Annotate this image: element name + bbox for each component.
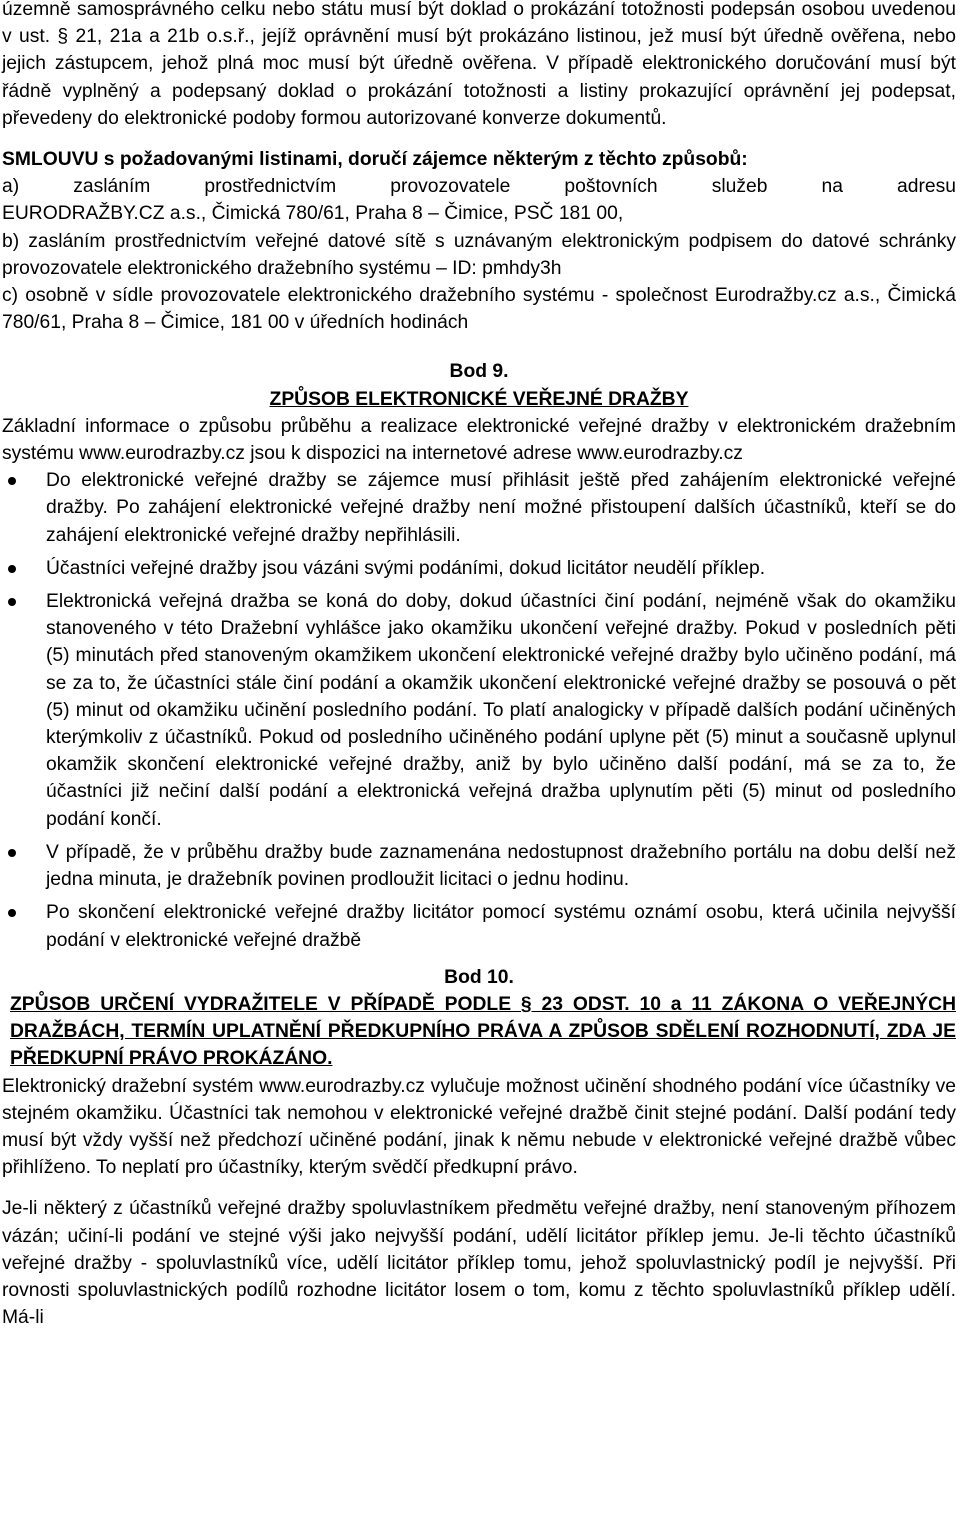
bod10-section xyxy=(2,964,956,1332)
bod10-paragraph-2: Je-li některý z účastníků veřejné dražby spoluvlastníkem předmětu veřejné dražby, není stanoveným příhozem vázán; učiní-li podání ve stejné výši jako nejvyšší podání, udělí licitátor příklep jemu. Je-li těchto účastníků veřejné dražby - spoluvlastníků více, udělí licitátor příklep tomu, jehož spoluvlastnický podíl je nejvyšší. Při rovnosti spoluvlastnických podílů rozhodne licitátor losem o tom, komu z těchto spoluvlastníků příklep udělí. Má-li xyxy=(2,1198,956,1329)
bod9-section xyxy=(2,358,956,953)
bod9-bullet-list xyxy=(2,467,956,953)
delivery-option-b: b) zasláním prostřednictvím veřejné datové sítě s uznávaným elektronickým podpisem do datové schránky provozovatele elektronického dražebního systému – ID: pmhdy3h xyxy=(2,230,956,279)
bod9-intro: Základní informace o způsobu průběhu a realizace elektronické veřejné dražby v elektronickém dražebním systému www.eurodrazby.cz jsou k dispozici na internetové adrese www.eurodrazby.cz xyxy=(2,415,956,465)
bod9-number: Bod 9. xyxy=(449,361,509,383)
delivery-option-a-line2: EURODRAŽBY.CZ a.s., Čimická 780/61, Praha 8 – Čimice, PSČ 181 00, xyxy=(2,203,624,225)
bod10-paragraph-1: Elektronický dražební systém www.eurodrazby.cz vylučuje možnost učinění shodného podání více účastníky ve stejném okamžiku. Účastníci tak nemohou v elektronické veřejné dražbě činit stejné podání. Další podání tedy musí být vždy vyšší než předchozí učiněné podání, jinak k němu nebude v elektronické veřejné dražbě vůbec přihlíženo. To neplatí pro účastníky, kterým svědčí předkupní právo. xyxy=(2,1075,956,1179)
bullet-icon xyxy=(8,849,16,857)
intro-paragraph: územně samosprávného celku nebo státu musí být doklad o prokázání totožnosti podepsán osobou uvedenou v ust. § 21, 21a a 21b o.s.ř., jejíž oprávnění musí být prokázáno listinou, jež musí být úředně ověřena, nebo jejich zástupcem, jehož plná moc musí být úředně ověřena. V případě elektronického doručování musí být řádně vyplněný a podepsaný doklad o prokázání totožnosti a listiny prokazující oprávnění jej podepsat, převedeny do elektronické podoby formou autorizované konverze dokumentů. xyxy=(2,0,956,129)
bod10-number: Bod 10. xyxy=(444,966,514,988)
list-item-text: Účastníci veřejné dražby jsou vázáni svými podáními, dokud licitátor neudělí příklep. xyxy=(46,557,766,579)
bullet-icon xyxy=(8,909,16,917)
document-page xyxy=(2,0,956,1331)
delivery-option-c: c) osobně v sídle provozovatele elektronického dražebního systému - společnost Eurodražby.cz a.s., Čimická 780/61, Praha 8 – Čimice, 181 00 v úředních hodinách xyxy=(2,285,956,334)
bod9-title: ZPŮSOB ELEKTRONICKÉ VEŘEJNÉ DRAŽBY xyxy=(269,388,689,410)
delivery-option-a-line1: a) zasláním prostřednictvím provozovatele poštovních služeb na adresu xyxy=(2,176,956,198)
bullet-icon xyxy=(8,477,16,485)
list-item-text: Do elektronické veřejné dražby se zájemce musí přihlásit ještě před zahájením elektronické veřejné dražby. Po zahájení elektronické veřejné dražby není možné přistoupení dalších účastníků, kteří se do zahájení elektronické veřejné dražby nepřihlásili. xyxy=(46,470,956,546)
list-item xyxy=(2,839,956,893)
list-item-text: Elektronická veřejná dražba se koná do doby, dokud účastníci činí podání, nejméně však do okamžiku stanoveného v této Dražební vyhlášce jako okamžiku ukončení veřejné dražby. Pokud v posledních pěti (5) minutách před stanoveným okamžikem ukončení elektronické veřejné dražby bylo učiněno podání, má se za to, že účastníci stále činí podání a okamžik ukončení elektronické veřejné dražby se posouvá o pět (5) minut od okamžiku učinění posledního podání. To platí analogicky v případě dalších podání učiněných kterýmkoliv z účastníků. Pokud od posledního učiněného podání uplyne pět (5) minut a současně uplynul okamžik skončení elektronické veřejné dražby, aniž by bylo učiněno další podání, má se za to, že účastníci již nečiní další podání a elektronická veřejná dražba uplynutím pěti (5) minut od posledního podání končí. xyxy=(46,591,956,830)
bullet-icon xyxy=(8,565,16,573)
bullet-icon xyxy=(8,598,16,606)
bod10-title: ZPŮSOB URČENÍ VYDRAŽITELE V PŘÍPADĚ PODLE § 23 ODST. 10 a 11 ZÁKONA O VEŘEJNÝCH DRAŽBÁCH, TERMÍN UPLATNĚNÍ PŘEDKUPNÍHO PRÁVA A ZPŮSOB SDĚLENÍ ROZHODNUTÍ, ZDA JE PŘEDKUPNÍ PRÁVO PROKÁZÁNO. xyxy=(10,993,956,1070)
list-item xyxy=(2,899,956,953)
delivery-section xyxy=(2,146,956,336)
list-item-text: Po skončení elektronické veřejné dražby licitátor pomocí systému oznámí osobu, která učinila nejvyšší podání v elektronické veřejné dražbě xyxy=(46,902,956,951)
list-item xyxy=(2,467,956,549)
list-item xyxy=(2,588,956,833)
list-item xyxy=(2,555,956,582)
list-item-text: V případě, že v průběhu dražby bude zaznamenána nedostupnost dražebního portálu na dobu delší než jedna minuta, je dražebník povinen prodloužit licitaci o jednu hodinu. xyxy=(46,841,956,891)
delivery-heading: SMLOUVU s požadovanými listinami, doručí zájemce některým z těchto způsobů: xyxy=(2,149,748,171)
